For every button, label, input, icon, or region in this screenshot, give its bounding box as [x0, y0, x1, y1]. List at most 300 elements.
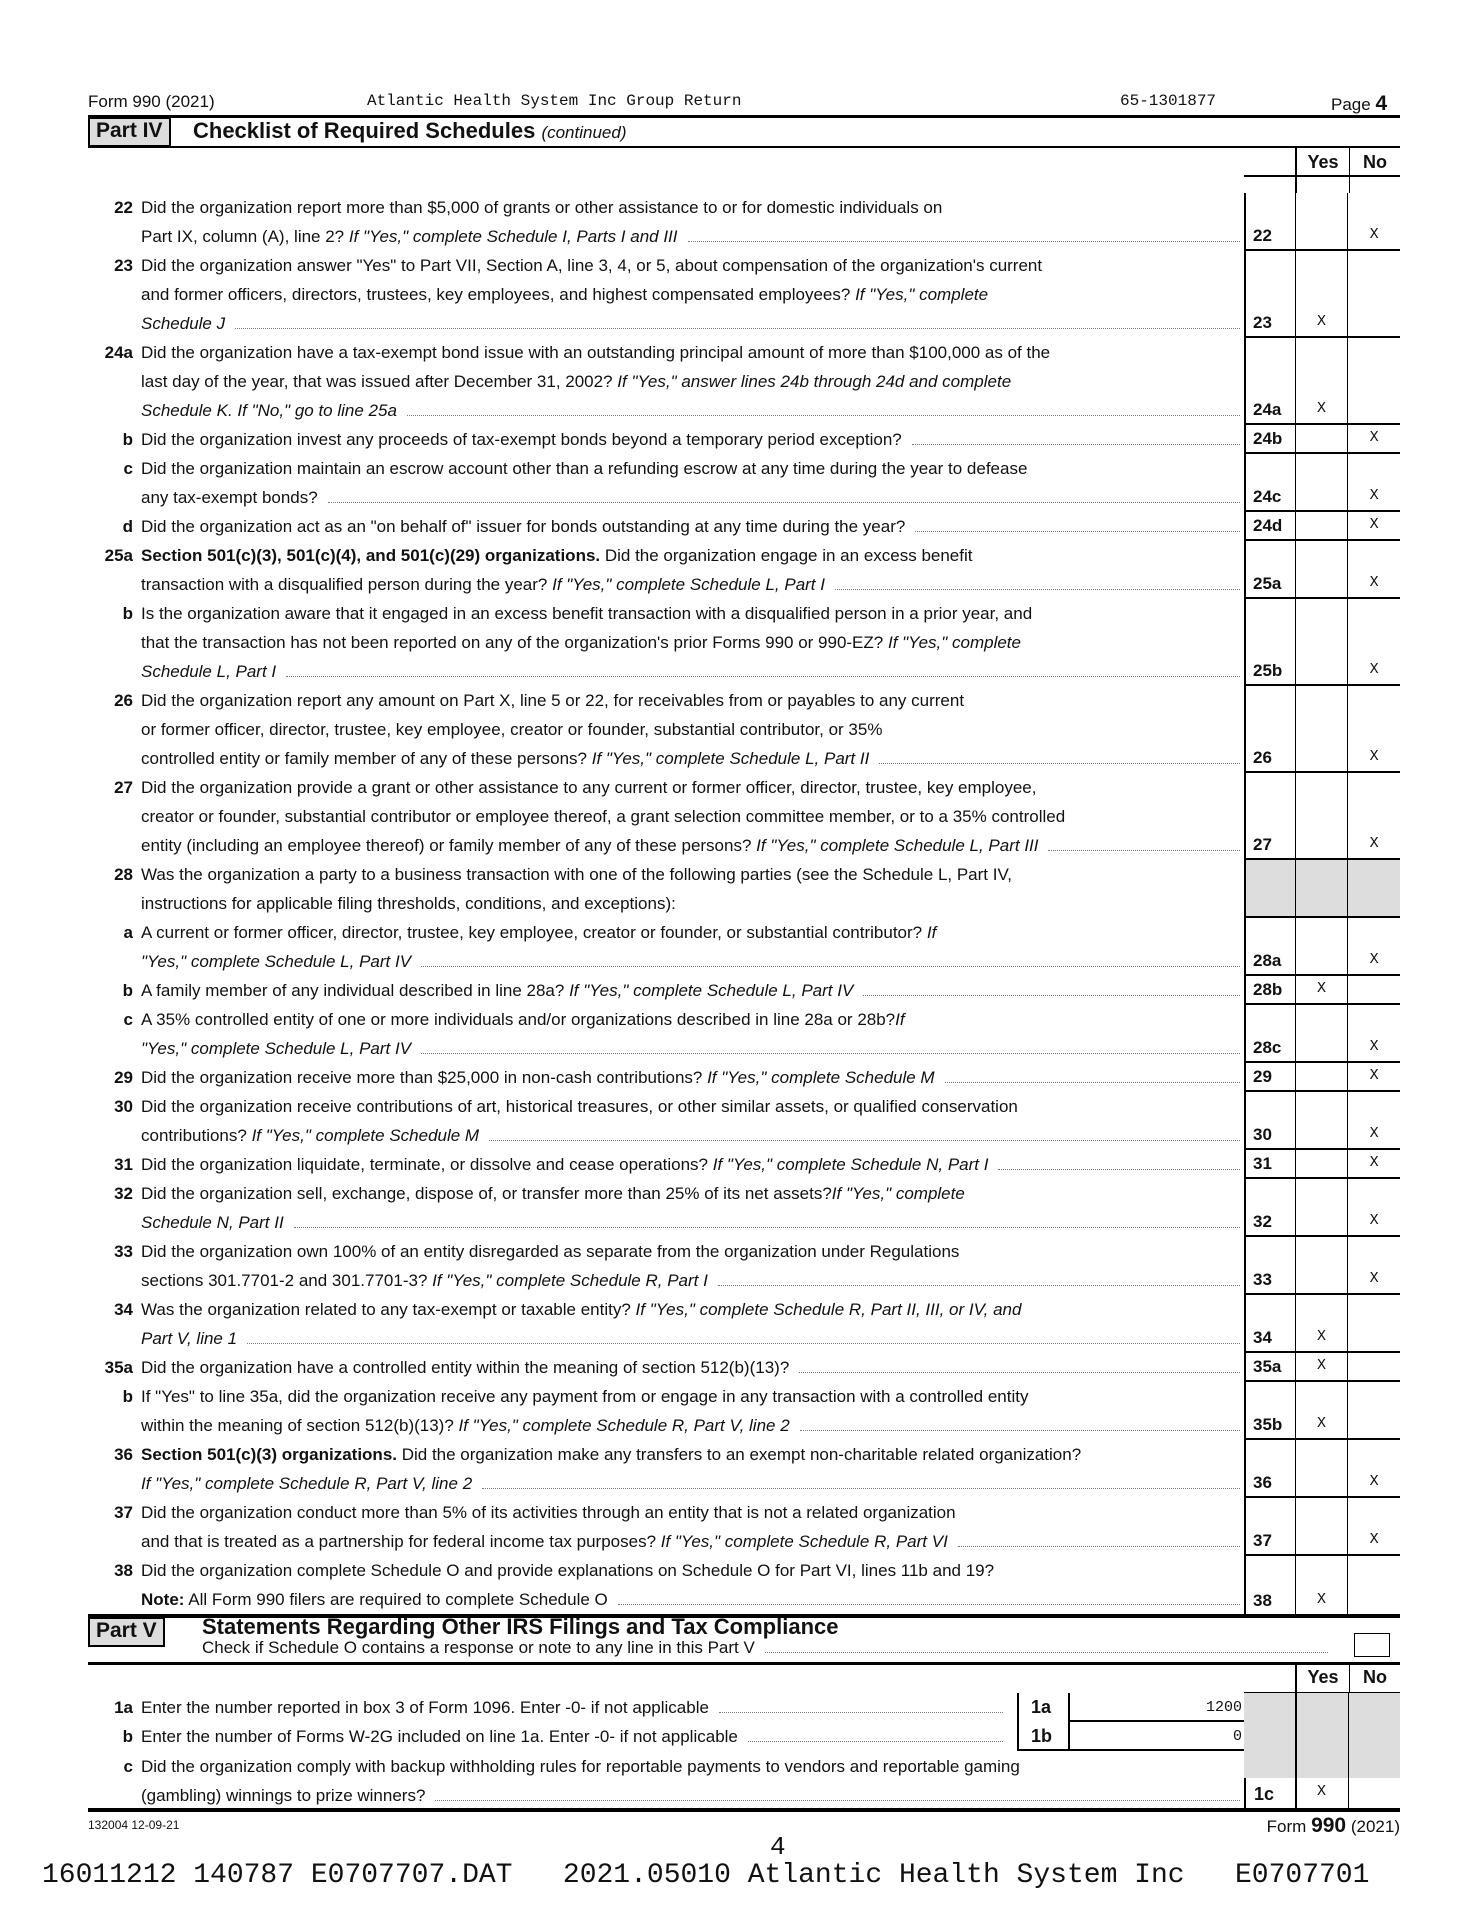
question-text-line [141, 454, 1244, 483]
line-1a [88, 1693, 1244, 1722]
question-row [88, 1382, 1400, 1440]
question-text: Did the organization invest any proceeds of tax-exempt bonds beyond a temporary period exception? [141, 430, 902, 449]
yes-cell[interactable] [1295, 1092, 1348, 1150]
ein: 65-1301877 [1120, 92, 1217, 110]
no-cell[interactable] [1347, 918, 1400, 976]
part-iv-subtitle: (continued) [541, 123, 627, 142]
box-label: 28c [1244, 1005, 1295, 1063]
question-text: "Yes," complete Schedule L, Part IV [141, 952, 412, 971]
question-text-line [141, 599, 1244, 628]
question-text-line [141, 425, 1244, 454]
page-number: 4 [1375, 92, 1388, 115]
divider [88, 146, 1400, 148]
question-text-line [141, 657, 1244, 686]
question-text: Was the organization related to any tax-exempt or taxable entity? [141, 1300, 636, 1319]
question-text: If "Yes," complete Schedule L, Part III [756, 836, 1039, 855]
divider [88, 1662, 1400, 1665]
box-label: 22 [1244, 193, 1295, 251]
question-row [88, 1150, 1400, 1179]
no-cell[interactable] [1347, 1353, 1400, 1382]
line-text: Did the organization comply with backup withholding rules for reportable payments to vendors and reportable gaming [141, 1757, 1020, 1776]
question-number: 27 [114, 778, 133, 797]
box-label: 24b [1244, 425, 1295, 454]
question-text: Did the organization engage in an excess benefit [600, 546, 973, 565]
no-mark: X [1369, 429, 1379, 446]
question-text: Schedule J [141, 314, 226, 333]
question-text-line [141, 1034, 1244, 1063]
box-label: 34 [1244, 1295, 1295, 1353]
box-label: 23 [1244, 251, 1295, 338]
no-mark: X [1369, 835, 1379, 852]
question-text: sections 301.7701-2 and 301.7701-3? [141, 1271, 433, 1290]
question-text: If [926, 923, 937, 942]
question-text-line [141, 1179, 1244, 1208]
box-label: 35a [1244, 1353, 1295, 1382]
no-cell[interactable] [1347, 1063, 1400, 1092]
question-text-line [141, 1469, 1244, 1498]
question-number: 36 [114, 1445, 133, 1464]
form-word: Form [1266, 1817, 1307, 1836]
yes-cell[interactable] [1295, 599, 1348, 686]
no-cell[interactable] [1347, 1150, 1400, 1179]
question-text: If "Yes," complete Schedule L, Part II [591, 749, 870, 768]
question-text-line [141, 367, 1244, 396]
no-cell[interactable] [1347, 541, 1400, 599]
box-label: 1a [1017, 1693, 1068, 1722]
question-text-line [141, 1440, 1244, 1469]
no-mark: X [1369, 487, 1379, 504]
question-number: 33 [114, 1242, 133, 1261]
question-text: If "Yes," complete [887, 633, 1021, 652]
yes-cell[interactable] [1295, 1440, 1348, 1498]
question-text: entity (including an employee thereof) or family member of any of these persons? [141, 836, 757, 855]
question-row [88, 976, 1400, 1005]
box-label: 1c [1254, 1784, 1275, 1804]
question-text: any tax-exempt bonds? [141, 488, 318, 507]
box-label [1244, 860, 1295, 918]
question-text-line [141, 744, 1244, 773]
part-iv-title [193, 118, 627, 144]
line-number: c [123, 1757, 133, 1776]
yes-mark: X [1317, 980, 1327, 997]
question-text-line [141, 1063, 1244, 1092]
question-row [88, 599, 1400, 686]
yes-cell[interactable] [1295, 1179, 1348, 1237]
question-text: Schedule L, Part I [141, 662, 277, 681]
question-text: Section 501(c)(3) organizations. [141, 1445, 397, 1464]
question-text: creator or founder, substantial contributor or employee thereof, a grant selection committee member, or to a 35% controlled [141, 807, 1066, 826]
question-number: c [123, 459, 133, 478]
question-text-line [141, 1295, 1244, 1324]
question-number: 30 [114, 1097, 133, 1116]
question-text: If "Yes," complete [831, 1184, 965, 1203]
yes-mark: X [1317, 1415, 1327, 1432]
yes-no-header [1295, 148, 1400, 193]
no-mark: X [1369, 1125, 1379, 1142]
question-text-line [141, 1208, 1244, 1237]
no-mark: X [1369, 661, 1379, 678]
question-number: 31 [114, 1155, 133, 1174]
yes-cell[interactable] [1295, 1353, 1348, 1382]
question-text: If "Yes" to line 35a, did the organization receive any payment from or engage in any transaction with a controlled entity [141, 1387, 1029, 1406]
question-number: 22 [114, 198, 133, 217]
yes-mark: X [1317, 1328, 1327, 1345]
question-text: Did the organization liquidate, terminate, or dissolve and cease operations? [141, 1155, 713, 1174]
question-row [88, 686, 1400, 773]
question-text: If "Yes," complete Schedule L, Part IV [569, 981, 854, 1000]
question-text: All Form 990 filers are required to complete Schedule O [184, 1590, 608, 1609]
no-cell[interactable] [1347, 1295, 1400, 1353]
box-label: 32 [1244, 1179, 1295, 1237]
question-text: Did the organization have a controlled entity within the meaning of section 512(b)(13)? [141, 1358, 790, 1377]
question-text: Did the organization receive more than $25,000 in non-cash contributions? [141, 1068, 708, 1087]
yes-cell[interactable] [1295, 193, 1348, 251]
question-row [88, 918, 1400, 976]
divider [88, 1808, 1400, 1812]
box-label: 25b [1244, 599, 1295, 686]
question-text-line [141, 1498, 1244, 1527]
line-text: Enter the number of Forms W-2G included on line 1a. Enter -0- if not applicable [141, 1727, 738, 1746]
box-label: 28b [1244, 976, 1295, 1005]
yes-cell[interactable] [1295, 860, 1348, 918]
question-text-line [141, 1527, 1244, 1556]
yes-cell[interactable] [1295, 454, 1348, 512]
question-text-line [141, 1237, 1244, 1266]
line-number: b [122, 1727, 133, 1746]
question-text-line [141, 1324, 1244, 1353]
question-row [88, 1092, 1400, 1150]
question-row [88, 338, 1400, 425]
question-text: If "Yes," complete Schedule M [251, 1126, 480, 1145]
box-label: 30 [1244, 1092, 1295, 1150]
question-text: Did the organization provide a grant or other assistance to any current or former officer, director, trustee, key employee, [141, 778, 1037, 797]
question-text: If "Yes," complete Schedule R, Part VI [660, 1532, 948, 1551]
question-text-line [141, 715, 1244, 744]
question-text: Was the organization a party to a business transaction with one of the following parties (see the Schedule L, Part IV, [141, 865, 1012, 884]
question-text-line [141, 512, 1244, 541]
question-row [88, 1498, 1400, 1556]
question-row [88, 425, 1400, 454]
yes-cell[interactable] [1295, 686, 1348, 773]
question-text: Part IX, column (A), line 2? [141, 227, 349, 246]
question-text: last day of the year, that was issued after December 31, 2002? [141, 372, 618, 391]
question-text-line [141, 1005, 1244, 1034]
question-text: Did the organization make any transfers to an exempt non-charitable related organization? [397, 1445, 1082, 1464]
question-text: If "Yes," complete Schedule R, Part V, line 2 [141, 1474, 473, 1493]
schedule-o-checkbox[interactable] [1354, 1633, 1390, 1657]
box-label: 33 [1244, 1237, 1295, 1295]
question-text-line [141, 222, 1244, 251]
question-text-line [141, 889, 1244, 918]
question-text: Is the organization aware that it engaged in an excess benefit transaction with a disqualified person in a prior year, and [141, 604, 1033, 623]
question-text-line [141, 1150, 1244, 1179]
question-text: Did the organization maintain an escrow account other than a refunding escrow at any time during the year to defease [141, 459, 1028, 478]
no-cell[interactable] [1347, 976, 1400, 1005]
part-iv-questions [88, 193, 1400, 1614]
yes-no-header [1295, 1664, 1400, 1692]
question-number: 25a [104, 546, 133, 565]
box-label: 24c [1244, 454, 1295, 512]
no-cell[interactable] [1347, 454, 1400, 512]
no-cell[interactable] [1347, 193, 1400, 251]
no-header: No [1349, 1664, 1400, 1692]
question-number: 38 [114, 1561, 133, 1580]
question-text: Did the organization report any amount on Part X, line 5 or 22, for receivables from or payables to any current [141, 691, 965, 710]
question-text: If "Yes," complete Schedule R, Part I [432, 1271, 708, 1290]
no-cell[interactable] [1347, 773, 1400, 860]
no-cell[interactable] [1347, 1092, 1400, 1150]
question-number: b [122, 430, 133, 449]
no-header: No [1349, 148, 1400, 193]
question-text: or former officer, director, trustee, key employee, creator or founder, substantial contributor, or 35% [141, 720, 883, 739]
question-text: Did the organization conduct more than 5% of its activities through an entity that is not a related organization [141, 1503, 956, 1522]
question-row [88, 1556, 1400, 1614]
question-text-line [141, 947, 1244, 976]
yes-mark: X [1317, 400, 1327, 417]
yes-cell[interactable] [1295, 425, 1348, 454]
yes-cell[interactable] [1295, 1498, 1348, 1556]
schedule-o-check-line [202, 1633, 1332, 1662]
question-text-line [141, 1585, 1244, 1614]
box-label: 1b [1017, 1722, 1068, 1751]
part-iv-title-text: Checklist of Required Schedules [193, 118, 536, 143]
no-cell[interactable] [1347, 1237, 1400, 1295]
question-text-line [141, 918, 1244, 947]
box-label: 29 [1244, 1063, 1295, 1092]
question-text-line [141, 1411, 1244, 1440]
question-text-line [141, 802, 1244, 831]
question-number: 34 [114, 1300, 133, 1319]
shaded-area [1244, 1692, 1400, 1778]
question-row [88, 1440, 1400, 1498]
no-cell[interactable] [1347, 686, 1400, 773]
question-text-line [141, 976, 1244, 1005]
question-text-line [141, 309, 1244, 338]
question-row [88, 193, 1400, 251]
question-text-line [141, 1382, 1244, 1411]
no-cell[interactable] [1347, 860, 1400, 918]
no-mark: X [1369, 574, 1379, 591]
question-text: Did the organization answer "Yes" to Part VII, Section A, line 3, 4, or 5, about compensation of the organization's current [141, 256, 1043, 275]
question-text: within the meaning of section 512(b)(13)? [141, 1416, 459, 1435]
question-text: that the transaction has not been reported on any of the organization's prior Forms 990 or 990-EZ? [141, 633, 888, 652]
yes-cell[interactable] [1295, 918, 1348, 976]
question-text: Did the organization act as an "on behalf of" issuer for bonds outstanding at any time during the year? [141, 517, 906, 536]
line-text: Enter the number reported in box 3 of Form 1096. Enter -0- if not applicable [141, 1698, 709, 1717]
yes-cell[interactable] [1295, 1295, 1348, 1353]
question-row [88, 251, 1400, 338]
question-text: Schedule K. If "No," go to line 25a [141, 401, 397, 420]
question-text: If "Yes," complete Schedule N, Part I [712, 1155, 989, 1174]
form-number: 990 [1311, 1814, 1347, 1837]
question-text: Note: [141, 1590, 185, 1609]
yes-mark: X [1317, 1357, 1327, 1374]
no-cell[interactable] [1347, 1382, 1400, 1440]
no-cell[interactable] [1347, 1440, 1400, 1498]
box-label: 27 [1244, 773, 1295, 860]
question-row [88, 1063, 1400, 1092]
question-text-line [141, 1266, 1244, 1295]
question-text: Schedule N, Part II [141, 1213, 284, 1232]
question-text: A 35% controlled entity of one or more individuals and/or organizations described in line 28a or 28b? [141, 1010, 896, 1029]
no-mark: X [1369, 1473, 1379, 1490]
yes-cell[interactable] [1295, 338, 1348, 425]
question-text: If "Yes," complete Schedule L, Part I [552, 575, 825, 594]
question-text-line [141, 831, 1244, 860]
question-number: b [122, 981, 133, 1000]
question-number: d [122, 517, 133, 536]
question-text-line [141, 1353, 1244, 1382]
yes-cell[interactable] [1295, 1150, 1348, 1179]
box-label: 31 [1244, 1150, 1295, 1179]
part-v-title: Statements Regarding Other IRS Filings and Tax Compliance [202, 1614, 839, 1639]
yes-cell[interactable] [1295, 251, 1348, 338]
yes-cell[interactable] [1295, 1005, 1348, 1063]
question-number: 29 [114, 1068, 133, 1087]
question-text-line [141, 628, 1244, 657]
question-number: a [123, 923, 133, 942]
yes-cell[interactable] [1295, 773, 1348, 860]
question-text: A family member of any individual described in line 28a? [141, 981, 570, 1000]
form-name: Form 990 (2021) [88, 92, 215, 111]
question-text: Did the organization complete Schedule O and provide explanations on Schedule O for Part VI, lines 11b and 19? [141, 1561, 995, 1580]
question-text: If "Yes," complete Schedule R, Part II, III, or IV, and [635, 1300, 1022, 1319]
question-text-line [141, 1121, 1244, 1150]
question-text: Did the organization have a tax-exempt bond issue with an outstanding principal amount of more than $100,000 as of the [141, 343, 1051, 362]
line-1b-value[interactable]: 0 [1068, 1722, 1244, 1751]
no-mark: X [1369, 951, 1379, 968]
no-mark: X [1369, 1212, 1379, 1229]
question-number: b [122, 1387, 133, 1406]
box-label: 37 [1244, 1498, 1295, 1556]
question-text-line [141, 1556, 1244, 1585]
footer-form [1267, 1814, 1400, 1838]
question-text: If "Yes," complete Schedule M [707, 1068, 935, 1087]
question-text: Section 501(c)(3), 501(c)(4), and 501(c)(29) organizations. [141, 546, 601, 565]
question-text: and former officers, directors, trustees, key employees, and highest compensated employees? [141, 285, 856, 304]
yes-cell[interactable] [1295, 1063, 1348, 1092]
line-1c-yes-mark[interactable]: X [1316, 1783, 1326, 1800]
question-text-line [141, 686, 1244, 715]
question-text-line [141, 193, 1244, 222]
dat-line: 16011212 140787 E0707707.DAT 2021.05010 Atlantic Health System Inc E0707701 [42, 1860, 1370, 1891]
no-mark: X [1369, 1154, 1379, 1171]
question-text-line [141, 338, 1244, 367]
question-text-line [141, 541, 1244, 570]
box-label: 28a [1244, 918, 1295, 976]
box-label: 36 [1244, 1440, 1295, 1498]
no-cell[interactable] [1347, 1005, 1400, 1063]
no-mark: X [1369, 748, 1379, 765]
no-mark: X [1369, 1067, 1379, 1084]
question-number: 35a [104, 1358, 133, 1377]
question-text: If [895, 1010, 905, 1029]
question-number: 24a [104, 343, 133, 362]
question-row [88, 1005, 1400, 1063]
line-1b [88, 1722, 1244, 1751]
no-mark: X [1369, 1270, 1379, 1287]
no-cell[interactable] [1347, 425, 1400, 454]
no-mark: X [1369, 1038, 1379, 1055]
question-text-line [141, 483, 1244, 512]
schedule-o-check-text: Check if Schedule O contains a response or note to any line in this Part V [202, 1638, 755, 1657]
no-cell[interactable] [1347, 512, 1400, 541]
question-number: 37 [114, 1503, 133, 1522]
no-cell[interactable] [1347, 1498, 1400, 1556]
yes-mark: X [1317, 313, 1327, 330]
question-row [88, 454, 1400, 512]
yes-mark: X [1317, 1591, 1327, 1608]
box-label: 35b [1244, 1382, 1295, 1440]
question-text: A current or former officer, director, trustee, key employee, creator or founder, or substantial contributor? [141, 923, 927, 942]
no-mark: X [1369, 516, 1379, 533]
page-number-footer: 4 [770, 1832, 786, 1862]
question-number: 28 [114, 865, 133, 884]
page-label [1331, 92, 1387, 116]
box-label: 25a [1244, 541, 1295, 599]
line-text: (gambling) winnings to prize winners? [141, 1786, 426, 1805]
question-text: contributions? [141, 1126, 252, 1145]
box-label: 24d [1244, 512, 1295, 541]
box-label: 38 [1244, 1556, 1295, 1614]
no-cell[interactable] [1347, 1179, 1400, 1237]
form-year: (2021) [1350, 1817, 1400, 1836]
no-cell[interactable] [1347, 1556, 1400, 1614]
question-row [88, 1237, 1400, 1295]
line-number: 1a [114, 1698, 133, 1717]
question-text-line [141, 396, 1244, 425]
question-number: b [122, 604, 133, 623]
line-1a-value[interactable]: 1200 [1068, 1693, 1244, 1722]
yes-cell[interactable] [1295, 1237, 1348, 1295]
question-row [88, 1295, 1400, 1353]
question-text: and that is treated as a partnership for federal income tax purposes? [141, 1532, 661, 1551]
question-row [88, 860, 1400, 918]
question-text-line [141, 570, 1244, 599]
no-mark: X [1369, 1531, 1379, 1548]
question-number: 32 [114, 1184, 133, 1203]
yes-cell[interactable] [1295, 1382, 1348, 1440]
no-cell[interactable] [1347, 338, 1400, 425]
question-row [88, 541, 1400, 599]
question-text: If "Yes," complete Schedule R, Part V, line 2 [458, 1416, 790, 1435]
yes-cell[interactable] [1295, 541, 1348, 599]
no-cell[interactable] [1347, 599, 1400, 686]
question-text-line [141, 860, 1244, 889]
question-text: If "Yes," complete Schedule I, Parts I and III [348, 227, 678, 246]
question-text-line [141, 773, 1244, 802]
yes-cell[interactable] [1295, 976, 1348, 1005]
question-text: controlled entity or family member of any of these persons? [141, 749, 592, 768]
question-text: Did the organization receive contributions of art, historical treasures, or other similar assets, or qualified conservation [141, 1097, 1018, 1116]
question-row [88, 1179, 1400, 1237]
yes-cell[interactable] [1295, 512, 1348, 541]
question-text-line [141, 280, 1244, 309]
line-1c [88, 1752, 1244, 1810]
question-text: instructions for applicable filing thresholds, conditions, and exceptions): [141, 894, 676, 913]
form-code: 132004 12-09-21 [88, 1818, 180, 1832]
question-text: Did the organization report more than $5,000 of grants or other assistance to or for domestic individuals on [141, 198, 943, 217]
question-text: Did the organization own 100% of an entity disregarded as separate from the organization under Regulations [141, 1242, 960, 1261]
yes-cell[interactable] [1295, 1556, 1348, 1614]
divider [1244, 175, 1400, 177]
no-mark: X [1369, 226, 1379, 243]
question-text: transaction with a disqualified person during the year? [141, 575, 553, 594]
no-cell[interactable] [1347, 251, 1400, 338]
question-text: Part V, line 1 [141, 1329, 238, 1348]
question-text-line [141, 251, 1244, 280]
question-text-line [141, 1092, 1244, 1121]
